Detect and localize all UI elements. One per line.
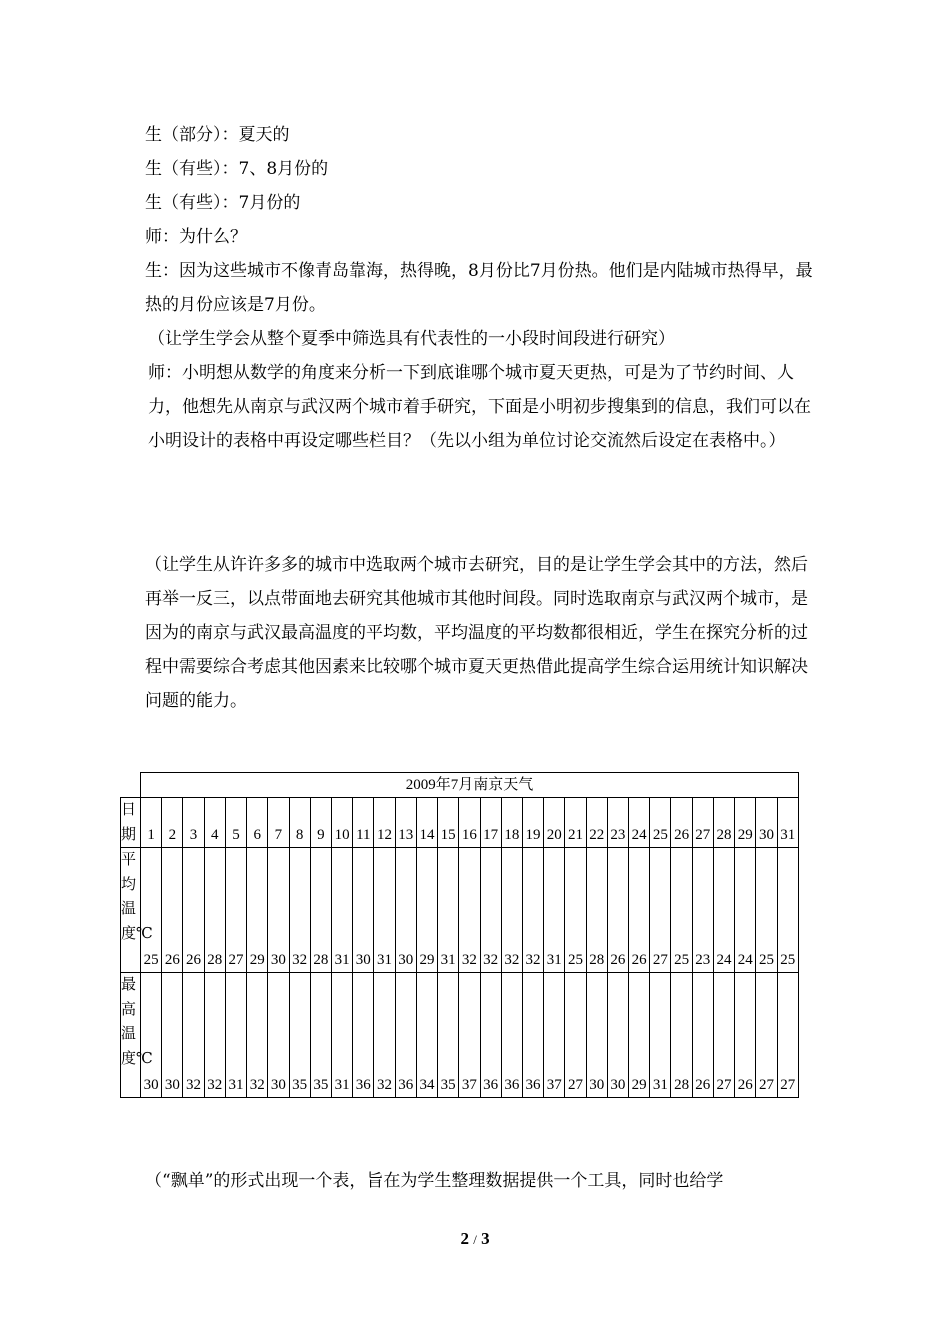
avg-temp-row-cell: 32 [501, 848, 522, 973]
max-temp-row-cell: 34 [416, 973, 437, 1098]
paragraph: 生（部分）：夏天的 [145, 125, 290, 145]
date-row-cell: 22 [586, 798, 607, 848]
max-temp-row-cell: 30 [141, 973, 162, 1098]
avg-temp-row-cell: 23 [692, 848, 713, 973]
date-row-cell: 7 [268, 798, 289, 848]
weather-table [120, 772, 799, 1098]
avg-temp-row-cell: 32 [459, 848, 480, 973]
max-temp-row-cell: 36 [395, 973, 416, 1098]
avg-temp-row-cell: 28 [310, 848, 331, 973]
avg-temp-row-cell: 32 [480, 848, 501, 973]
avg-temp-row-cell: 30 [268, 848, 289, 973]
paragraph: 生：因为这些城市不像青岛靠海，热得晚，8月份比7月份热。他们是内陆城市热得早，最热的月份应该是7月份。 [145, 261, 813, 315]
paragraph: （让学生从许许多多的城市中选取两个城市去研究，目的是让学生学会其中的方法，然后再举一反三，以点带面地去研究其他城市其他时间段。同时选取南京与武汉两个城市，是因为的南京与武汉最高温度的平均数，平均温度的平均数都很相近，学生在探究分析的过程中需要综合考虑其他因素来比较哪个城市夏天更热借此提高学生综合运用统计知识解决问题的能力。 [145, 555, 808, 711]
date-row-cell: 3 [183, 798, 204, 848]
paragraph: 师：为什么？ [145, 227, 247, 247]
max-temp-row-cell: 31 [331, 973, 352, 1098]
avg-temp-row-cell: 32 [522, 848, 543, 973]
page-number [0, 1229, 950, 1249]
avg-temp-row-label: 平均温度℃ [121, 848, 141, 973]
avg-temp-row-cell: 26 [162, 848, 183, 973]
max-temp-row-cell: 32 [374, 973, 395, 1098]
avg-temp-row-cell: 29 [247, 848, 268, 973]
date-row-cell: 17 [480, 798, 501, 848]
max-temp-row-cell: 27 [777, 973, 798, 1098]
avg-temp-row-cell: 31 [374, 848, 395, 973]
max-temp-row-cell: 36 [501, 973, 522, 1098]
table-corner-cell [121, 773, 141, 798]
max-temp-row-cell: 35 [438, 973, 459, 1098]
date-row-cell: 8 [289, 798, 310, 848]
paragraph: 师：小明想从数学的角度来分析一下到底谁哪个城市夏天更热，可是为了节约时间、人力，他想先从南京与武汉两个城市着手研究，下面是小明初步搜集到的信息，我们可以在小明设计的表格中再设定哪些栏目？（先以小组为单位讨论交流然后设定在表格中。） [148, 363, 811, 451]
paragraph: （让学生学会从整个夏季中筛选具有代表性的一小段时间段进行研究） [148, 329, 675, 349]
date-row-cell: 29 [735, 798, 756, 848]
date-row-cell: 27 [692, 798, 713, 848]
date-row-cell: 28 [713, 798, 734, 848]
max-temp-row-cell: 29 [629, 973, 650, 1098]
avg-temp-row-cell: 25 [756, 848, 777, 973]
avg-temp-row-cell: 29 [416, 848, 437, 973]
avg-temp-row-cell: 31 [331, 848, 352, 973]
date-row-cell: 5 [225, 798, 246, 848]
avg-temp-row-cell: 27 [225, 848, 246, 973]
avg-temp-row-cell: 27 [650, 848, 671, 973]
date-row-cell: 13 [395, 798, 416, 848]
dialogue-section [145, 118, 813, 458]
date-row-cell: 1 [141, 798, 162, 848]
date-row-cell: 12 [374, 798, 395, 848]
max-temp-row-cell: 30 [162, 973, 183, 1098]
avg-temp-row-cell: 30 [353, 848, 374, 973]
date-row-cell: 24 [629, 798, 650, 848]
max-temp-row-cell: 32 [183, 973, 204, 1098]
max-temp-row-cell: 37 [544, 973, 565, 1098]
date-row-cell: 21 [565, 798, 586, 848]
avg-temp-row-cell: 26 [629, 848, 650, 973]
date-row-cell: 16 [459, 798, 480, 848]
max-temp-row-cell: 37 [459, 973, 480, 1098]
page-total: 3 [481, 1229, 490, 1248]
table-title-row [121, 773, 799, 798]
max-temp-row-cell: 35 [310, 973, 331, 1098]
date-row-cell: 19 [522, 798, 543, 848]
date-row-cell: 30 [756, 798, 777, 848]
date-row-cell: 2 [162, 798, 183, 848]
max-temp-row-cell: 30 [607, 973, 628, 1098]
date-row-cell: 23 [607, 798, 628, 848]
max-temp-row-label: 最高温度℃ [121, 973, 141, 1098]
max-temp-row-cell: 26 [735, 973, 756, 1098]
max-temp-row-cell: 30 [586, 973, 607, 1098]
date-row-cell: 9 [310, 798, 331, 848]
avg-temp-row-cell: 25 [565, 848, 586, 973]
avg-temp-row-cell: 24 [713, 848, 734, 973]
date-row-cell: 11 [353, 798, 374, 848]
avg-temp-row-cell: 26 [607, 848, 628, 973]
date-row-cell: 25 [650, 798, 671, 848]
paragraph: 生（有些）：7、8月份的 [145, 159, 329, 179]
date-row-cell: 14 [416, 798, 437, 848]
avg-temp-row-cell: 31 [544, 848, 565, 973]
avg-temp-row [121, 848, 799, 973]
date-row-cell: 4 [204, 798, 225, 848]
avg-temp-row-cell: 28 [204, 848, 225, 973]
avg-temp-row-cell: 25 [141, 848, 162, 973]
paragraph: 生（有些）：7月份的 [145, 193, 301, 213]
max-temp-row-cell: 31 [650, 973, 671, 1098]
date-row [121, 798, 799, 848]
closing-section [145, 1164, 813, 1198]
paragraph: （“飘单”的形式出现一个表，旨在为学生整理数据提供一个工具，同时也给学 [145, 1171, 724, 1191]
max-temp-row-cell: 32 [204, 973, 225, 1098]
max-temp-row-cell: 28 [671, 973, 692, 1098]
date-row-cell: 15 [438, 798, 459, 848]
max-temp-row-cell: 30 [268, 973, 289, 1098]
date-row-cell: 10 [331, 798, 352, 848]
avg-temp-row-cell: 30 [395, 848, 416, 973]
avg-temp-row-cell: 25 [777, 848, 798, 973]
avg-temp-row-cell: 26 [183, 848, 204, 973]
max-temp-row-cell: 35 [289, 973, 310, 1098]
max-temp-row-cell: 27 [565, 973, 586, 1098]
max-temp-row-cell: 36 [353, 973, 374, 1098]
page-current: 2 [460, 1229, 469, 1248]
max-temp-row-cell: 36 [522, 973, 543, 1098]
date-row-cell: 20 [544, 798, 565, 848]
max-temp-row-cell: 31 [225, 973, 246, 1098]
avg-temp-row-cell: 28 [586, 848, 607, 973]
avg-temp-row-cell: 32 [289, 848, 310, 973]
date-row-cell: 26 [671, 798, 692, 848]
page-separator: / [473, 1232, 477, 1247]
explanation-section [145, 548, 813, 718]
max-temp-row-cell: 36 [480, 973, 501, 1098]
max-temp-row-cell: 26 [692, 973, 713, 1098]
max-temp-row-cell: 27 [756, 973, 777, 1098]
date-row-label: 日期 [121, 798, 141, 848]
max-temp-row-cell: 27 [713, 973, 734, 1098]
table-title: 2009年7月南京天气 [141, 773, 799, 798]
avg-temp-row-cell: 25 [671, 848, 692, 973]
max-temp-row [121, 973, 799, 1098]
date-row-cell: 31 [777, 798, 798, 848]
avg-temp-row-cell: 31 [438, 848, 459, 973]
max-temp-row-cell: 32 [247, 973, 268, 1098]
date-row-cell: 18 [501, 798, 522, 848]
avg-temp-row-cell: 24 [735, 848, 756, 973]
date-row-cell: 6 [247, 798, 268, 848]
